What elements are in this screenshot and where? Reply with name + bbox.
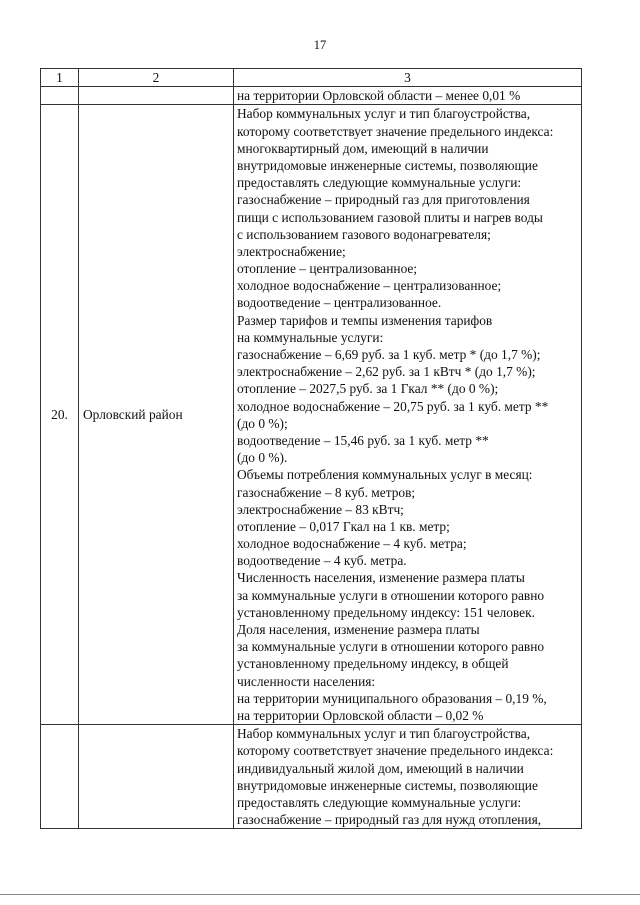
text-line: газоснабжение – природный газ для приготовления	[237, 192, 530, 208]
text-line: газоснабжение – 6,69 руб. за 1 куб. метр * (до 1,7 %);	[237, 347, 541, 363]
text-line: газоснабжение – 8 куб. метров;	[237, 484, 416, 500]
municipality-name: Орловский район	[79, 105, 234, 725]
header-col-3: 3	[234, 69, 582, 87]
text-line: водоотведение – централизованное.	[237, 295, 442, 311]
text-line: установленному предельному индексу: 151 человек.	[237, 604, 535, 620]
text-line: внутридомовые инженерные системы, позволяющие	[237, 157, 538, 173]
municipality-cell	[79, 87, 234, 105]
text-line: за коммунальные услуги в отношении которого равно	[237, 639, 545, 655]
text-line: Доля населения, изменение размера платы	[237, 622, 480, 638]
page-bottom-rule	[0, 894, 640, 895]
text-line: отопление – централизованное;	[237, 261, 418, 277]
row-number-cell	[41, 87, 79, 105]
text-line: предоставлять следующие коммунальные услуги:	[237, 794, 522, 810]
text-line: холодное водоснабжение – централизованное;	[237, 278, 502, 294]
municipality-cell	[79, 725, 234, 829]
text-line: Численность населения, изменение размера платы	[237, 570, 525, 586]
table-row-20	[41, 105, 582, 725]
text-line: Размер тарифов и темпы изменения тарифов	[237, 312, 493, 328]
description-cell	[234, 105, 582, 725]
row-number-cell	[41, 725, 79, 829]
text-line: электроснабжение – 83 кВтч;	[237, 501, 404, 517]
text-line: отопление – 2027,5 руб. за 1 Гкал ** (до 0 %);	[237, 381, 499, 397]
text-line: холодное водоснабжение – 20,75 руб. за 1 куб. метр **	[237, 398, 549, 414]
text-line: численности населения:	[237, 673, 376, 689]
text-line: отопление – 0,017 Гкал на 1 кв. метр;	[237, 518, 450, 534]
text-line: Объемы потребления коммунальных услуг в месяц:	[237, 467, 533, 483]
header-col-2: 2	[79, 69, 234, 87]
text-line: которому соответствует значение предельного индекса:	[237, 123, 554, 139]
text-line: за коммунальные услуги в отношении которого равно	[237, 587, 545, 603]
page-number: 17	[313, 38, 327, 52]
text-line: водоотведение – 15,46 руб. за 1 куб. метр **	[237, 432, 489, 448]
text-line: (до 0 %).	[237, 450, 288, 466]
table-header-row	[41, 69, 582, 87]
text-line: на территории Орловской области – 0,02 %	[237, 707, 484, 723]
text-line: многоквартирный дом, имеющий в наличии	[237, 140, 489, 156]
description-cell	[234, 87, 582, 105]
text-line: пищи с использованием газовой плиты и нагрев воды	[237, 209, 543, 225]
text-line: индивидуальный жилой дом, имеющий в наличии	[237, 760, 524, 776]
text-line: на территории муниципального образования – 0,19 %,	[237, 690, 547, 706]
tariff-table	[40, 68, 582, 829]
description-cell	[234, 725, 582, 829]
text-line: на территории Орловской области – менее 0,01 %	[237, 88, 521, 104]
text-line: водоотведение – 4 куб. метра.	[237, 553, 407, 569]
text-line: Набор коммунальных услуг и тип благоустройства,	[237, 726, 531, 742]
text-line: предоставлять следующие коммунальные услуги:	[237, 175, 522, 191]
table-row-next	[41, 725, 582, 829]
text-line: холодное водоснабжение – 4 куб. метра;	[237, 536, 467, 552]
text-line: электроснабжение;	[237, 243, 346, 259]
text-line: электроснабжение – 2,62 руб. за 1 кВтч * (до 1,7 %);	[237, 364, 536, 380]
text-line: (до 0 %);	[237, 415, 288, 431]
text-line: Набор коммунальных услуг и тип благоустройства,	[237, 106, 531, 122]
text-line: внутридомовые инженерные системы, позволяющие	[237, 777, 538, 793]
header-col-1: 1	[41, 69, 79, 87]
text-line: установленному предельному индексу, в общей	[237, 656, 509, 672]
table-row-continuation	[41, 87, 582, 105]
text-line: газоснабжение – природный газ для нужд отопления,	[237, 812, 542, 828]
text-line: которому соответствует значение предельного индекса:	[237, 743, 554, 759]
row-number: 20.	[41, 105, 79, 725]
text-line: с использованием газового водонагревателя;	[237, 226, 491, 242]
text-line: на коммунальные услуги:	[237, 329, 384, 345]
